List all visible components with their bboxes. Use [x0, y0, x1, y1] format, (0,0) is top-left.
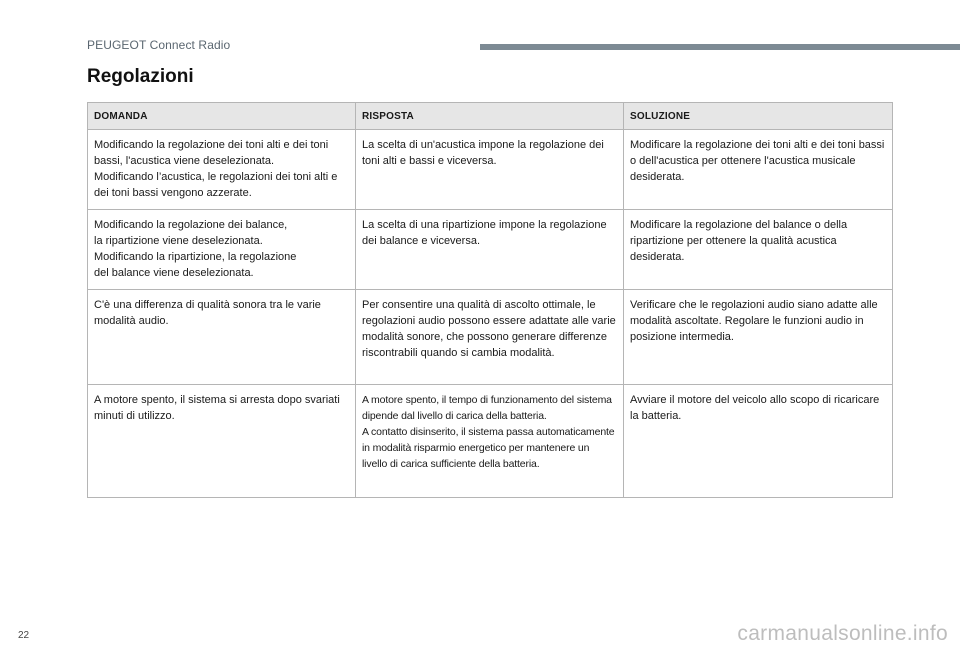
header-divider-bar [480, 44, 960, 50]
cell-domanda: Modificando la regolazione dei toni alti e dei toni bassi, l'acustica viene deselezionata. Modificando l’acustica, le regolazioni dei toni alti e dei toni bassi vengono azzerate. [88, 130, 356, 210]
table-row [88, 385, 893, 498]
section-header-label: PEUGEOT Connect Radio [87, 38, 231, 52]
cell-soluzione: Verificare che le regolazioni audio siano adatte alle modalità ascoltate. Regolare le funzioni audio in posizione intermedia. [624, 290, 893, 385]
cell-risposta: A motore spento, il tempo di funzionamento del sistema dipende dal livello di carica della batteria. A contatto disinserito, il sistema passa automaticamente in modalità risparmio energetico per mantenere un livello di carica sufficiente della batteria. [356, 385, 624, 498]
table-row [88, 290, 893, 385]
cell-soluzione: Modificare la regolazione dei toni alti e dei toni bassi o dell'acustica per ottenere l'acustica musicale desiderata. [624, 130, 893, 210]
page-title: Regolazioni [87, 66, 194, 87]
page-number: 22 [18, 630, 30, 641]
column-header-domanda: DOMANDA [88, 103, 356, 130]
table-row [88, 210, 893, 290]
column-header-soluzione: SOLUZIONE [624, 103, 893, 130]
cell-soluzione: Avviare il motore del veicolo allo scopo di ricaricare la batteria. [624, 385, 893, 498]
cell-risposta: La scelta di una ripartizione impone la regolazione dei balance e viceversa. [356, 210, 624, 290]
cell-domanda: C'è una differenza di qualità sonora tra le varie modalità audio. [88, 290, 356, 385]
faq-table [87, 102, 893, 498]
cell-domanda: A motore spento, il sistema si arresta dopo svariati minuti di utilizzo. [88, 385, 356, 498]
table-header-row [88, 103, 893, 130]
cell-risposta: La scelta di un'acustica impone la regolazione dei toni alti e bassi e viceversa. [356, 130, 624, 210]
cell-soluzione: Modificare la regolazione del balance o della ripartizione per ottenere la qualità acustica desiderata. [624, 210, 893, 290]
column-header-risposta: RISPOSTA [356, 103, 624, 130]
table-row [88, 130, 893, 210]
cell-risposta: Per consentire una qualità di ascolto ottimale, le regolazioni audio possono essere adattate alle varie modalità sonore, che possono generare differenze riscontrabili quando si cambia modalità. [356, 290, 624, 385]
cell-domanda: Modificando la regolazione dei balance, la ripartizione viene deselezionata. Modificando la ripartizione, la regolazione del balance viene deselezionata. [88, 210, 356, 290]
watermark: carmanualsonline.info [737, 622, 948, 645]
